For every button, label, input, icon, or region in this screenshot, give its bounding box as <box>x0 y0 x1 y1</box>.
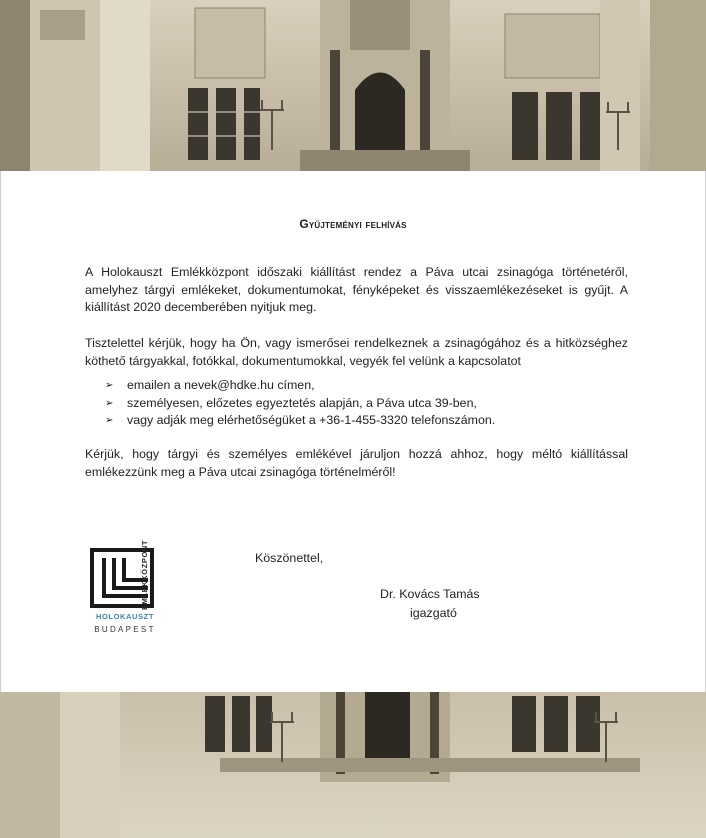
logo-vertical-text: EMLÉKKÖZPONT <box>140 539 149 610</box>
contact-option-phone: vagy adják meg elérhetőségüket a +36-1-455-3320 telefonszámon. <box>127 413 496 427</box>
contact-options-list <box>105 377 495 430</box>
synagogue-interior-illustration <box>0 692 706 838</box>
request-paragraph: Tisztelettel kérjük, hogy ha Ön, vagy ismerősei rendelkeznek a zsinagógához és a hitközséghez köthető tárgyakkal, fotókkal, dokumentumokkal, vegyék fel velünk a kapcsolatot <box>85 336 628 368</box>
logo-mark-icon <box>90 548 162 610</box>
arrow-bullet-icon: ➢ <box>105 415 114 426</box>
arrow-bullet-icon: ➢ <box>105 380 114 391</box>
closing-salutation: Köszönettel, <box>255 551 324 565</box>
list-item <box>105 395 495 413</box>
logo-word-budapest: BUDAPEST <box>94 625 156 634</box>
header-banner-image <box>0 0 706 171</box>
logo-word-holokauszt: HOLOKAUSZT <box>95 612 155 621</box>
list-item <box>105 377 495 395</box>
contact-option-email: emailen a nevek@hdke.hu címen, <box>127 378 315 392</box>
page-border-left <box>0 171 1 692</box>
document-title: Gyűjteményi felhívás <box>299 217 407 231</box>
closing-paragraph: Kérjük, hogy tárgyi és személyes emlékével járuljon hozzá ahhoz, hogy méltó kiállítással emlékezzünk meg a Páva utcai zsinagóga történelméről! <box>85 447 628 479</box>
signatory-name: Dr. Kovács Tamás <box>380 587 480 601</box>
arrow-bullet-icon: ➢ <box>105 397 114 409</box>
signatory-role: igazgató <box>410 606 457 620</box>
holocaust-memorial-center-logo <box>90 539 170 638</box>
footer-banner-image <box>0 692 706 838</box>
contact-option-in-person: személyesen, előzetes egyeztetés alapján, a Páva utca 39-ben, <box>127 395 477 410</box>
list-item <box>105 412 495 430</box>
intro-paragraph: A Holokauszt Emlékközpont időszaki kiállítást rendez a Páva utcai zsinagóga történetéről, amelyhez tárgyi emlékeket, dokumentumokat, fényképeket és visszaemlékezéseket is gyűjt. A kiállítást 2020 decemberében nyitjuk meg. <box>85 265 628 314</box>
synagogue-interior-illustration <box>0 0 706 171</box>
